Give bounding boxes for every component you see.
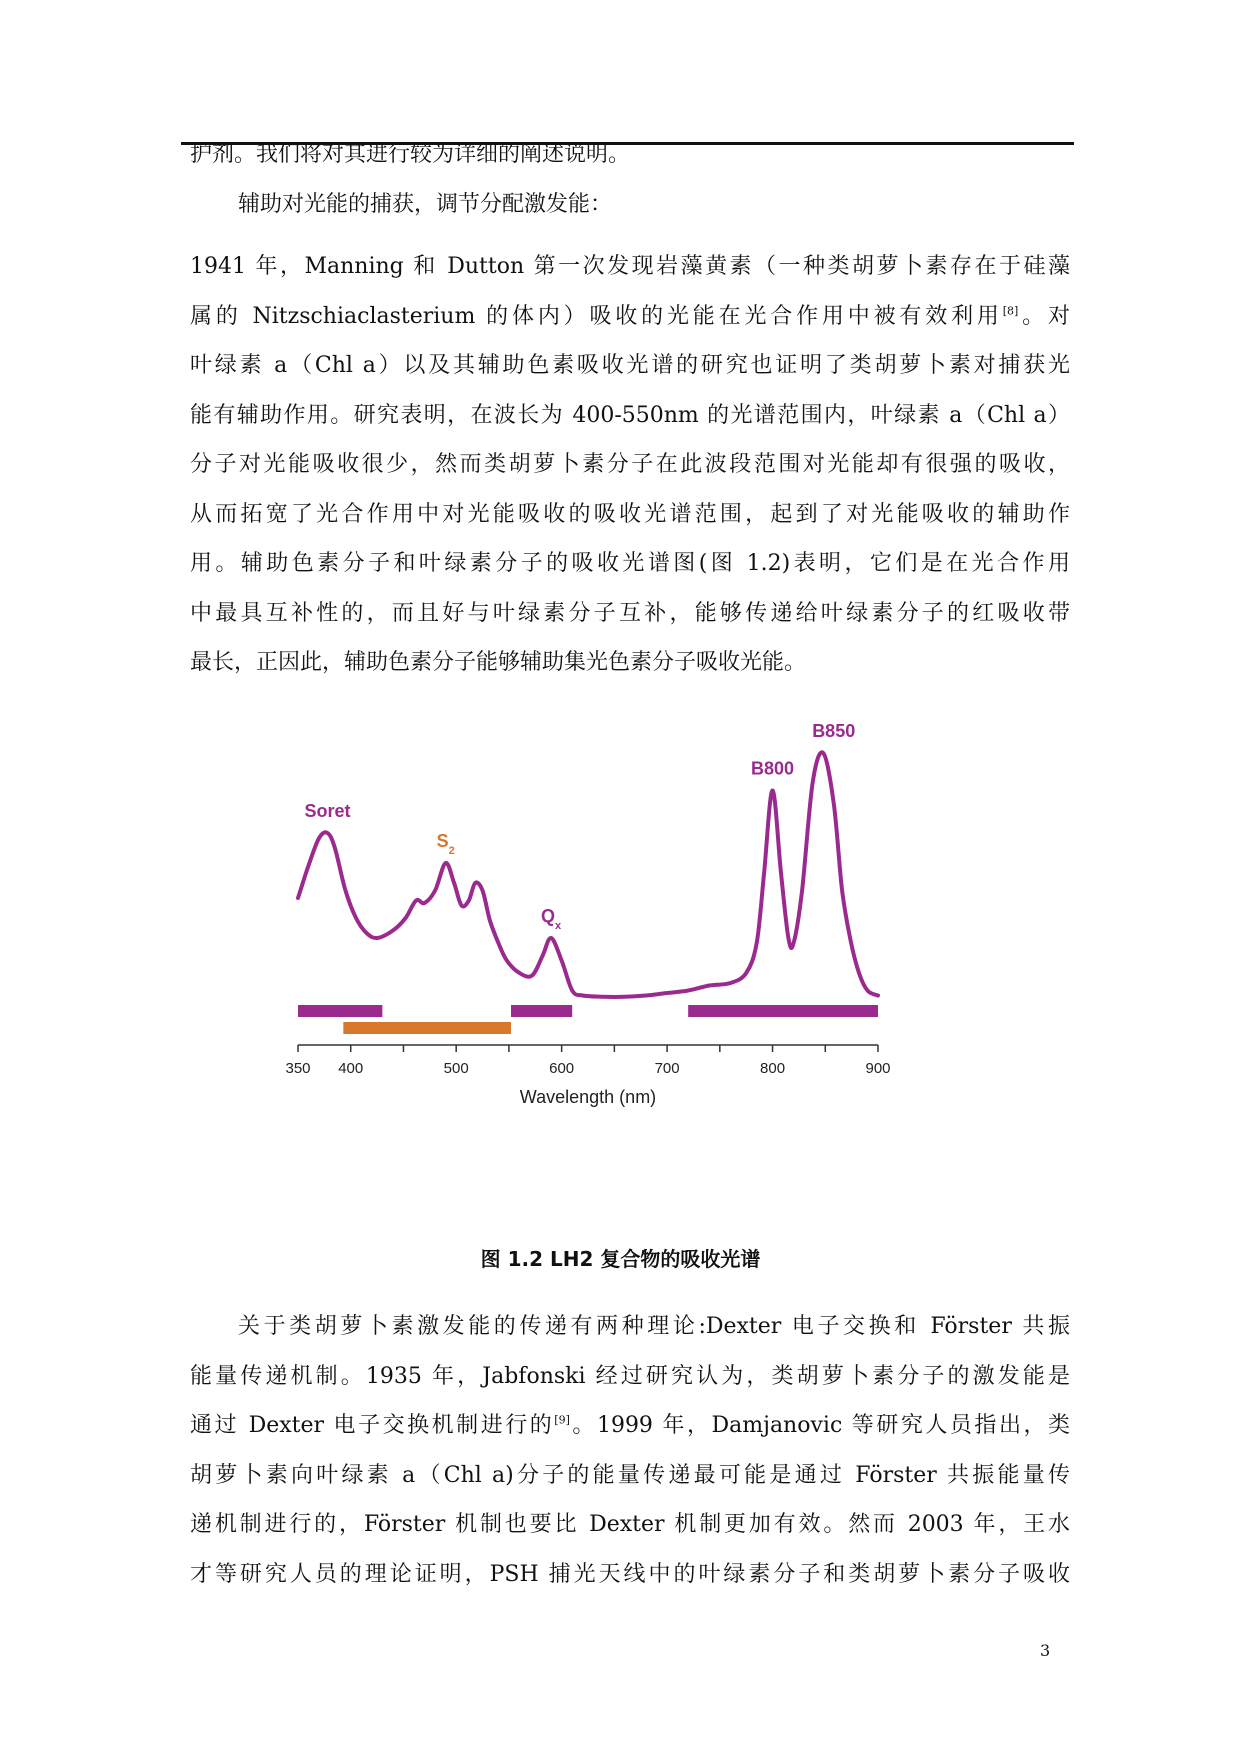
section-heading: 辅助对光能的捕获，调节分配激发能： bbox=[238, 192, 613, 217]
peak-label: $S_2$ bbox=[436, 831, 455, 857]
absorption-spectrum-chart bbox=[280, 721, 1000, 1235]
x-tick-label: 800 bbox=[760, 1060, 786, 1077]
x-tick-label: 900 bbox=[865, 1060, 891, 1077]
x-tick-label: 400 bbox=[338, 1060, 364, 1077]
absorption-band bbox=[688, 1005, 878, 1017]
paragraph-3-line: 关于类胡萝卜素激发能的传递有两种理论:Dexter 电子交换和 Förster 共振 bbox=[238, 1314, 1070, 1339]
peak-label: Soret bbox=[304, 801, 351, 821]
citation-8: [8] bbox=[1002, 304, 1019, 318]
paragraph-2 bbox=[190, 242, 1070, 688]
paragraph-2-line: 叶绿素 a（Chl a）以及其辅助色素吸收光谱的研究也证明了类胡萝卜素对捕获光 bbox=[190, 353, 1070, 378]
x-tick-label: 500 bbox=[443, 1060, 469, 1077]
x-axis-label: Wavelength (nm) bbox=[519, 1087, 657, 1107]
paragraph-1 bbox=[190, 130, 1070, 180]
x-tick-label: 700 bbox=[654, 1060, 680, 1077]
paragraph-3-line-text: 通过 Dexter 电子交换机制进行的 bbox=[190, 1413, 555, 1438]
paragraph-3-line: 胡萝卜素向叶绿素 a（Chl a)分子的能量传递最可能是通过 Förster 共振能量传 bbox=[190, 1462, 1070, 1488]
section-heading-block bbox=[190, 180, 1070, 230]
paragraph-2-line: 1941 年，Manning 和 Dutton 第一次发现岩藻黄素（一种类胡萝卜素存在于硅藻 bbox=[190, 254, 1070, 279]
paragraph-2-line: 最长，正因此，辅助色素分子能够辅助集光色素分子吸收光能。 bbox=[190, 650, 807, 675]
absorption-band bbox=[511, 1005, 572, 1017]
paragraph-2-line-text: 。对 bbox=[1018, 303, 1070, 329]
absorption-band bbox=[298, 1005, 382, 1017]
paragraph-2-line: 从而拓宽了光合作用中对光能吸收的吸收光谱范围，起到了对光能吸收的辅助作 bbox=[190, 501, 1070, 527]
absorption-band bbox=[343, 1022, 511, 1034]
peak-label: B850 bbox=[812, 721, 856, 741]
figure-caption: 图 1.2 LH2 复合物的吸收光谱 bbox=[480, 1247, 761, 1271]
paragraph-2-line: 用。辅助色素分子和叶绿素分子的吸收光谱图(图 1.2)表明，它们是在光合作用 bbox=[190, 551, 1070, 576]
peak-label-subscript: 2 bbox=[448, 845, 455, 857]
paragraph-3-line: 能量传递机制。1935 年，Jabfonski 经过研究认为，类胡萝卜素分子的激发能是 bbox=[190, 1363, 1070, 1389]
page-number: 3 bbox=[1040, 1641, 1051, 1660]
peak-label-subscript: x bbox=[555, 920, 562, 932]
paragraph-3-line: 才等研究人员的理论证明，PSH 捕光天线中的叶绿素分子和类胡萝卜素分子吸收 bbox=[190, 1561, 1070, 1587]
paragraph-3-line-text: 。1999 年，Damjanovic 等研究人员指出，类 bbox=[569, 1413, 1071, 1438]
spectrum-line bbox=[298, 752, 878, 997]
paragraph-3-line bbox=[190, 1401, 1070, 1451]
paragraph-1-line: 护剂。我们将对其进行较为详细的阐述说明。 bbox=[190, 142, 631, 167]
x-tick-label: 600 bbox=[549, 1060, 575, 1077]
paragraph-2-line: 能有辅助作用。研究表明，在波长为 400-550nm 的光谱范围内，叶绿素 a（Chl a） bbox=[190, 402, 1070, 428]
paragraph-3-line: 递机制进行的，Förster 机制也要比 Dexter 机制更加有效。然而 2003 年，王水 bbox=[190, 1512, 1070, 1537]
paragraph-2-line: 中最具互补性的，而且好与叶绿素分子互补，能够传递给叶绿素分子的红吸收带 bbox=[190, 600, 1070, 626]
citation-9: [9] bbox=[554, 1413, 570, 1427]
paragraph-3 bbox=[190, 1302, 1070, 1599]
peak-label: $Q_x$ bbox=[541, 906, 562, 932]
paragraph-2-line: 分子对光能吸收很少，然而类胡萝卜素分子在此波段范围对光能却有很强的吸收， bbox=[190, 452, 1070, 477]
peak-label: B800 bbox=[751, 758, 795, 779]
x-tick-label: 350 bbox=[285, 1060, 311, 1077]
paragraph-2-line bbox=[190, 292, 1070, 342]
paragraph-2-line-text: 属的 Nitzschiaclasterium 的体内）吸收的光能在光合作用中被有效利用 bbox=[190, 303, 1003, 329]
